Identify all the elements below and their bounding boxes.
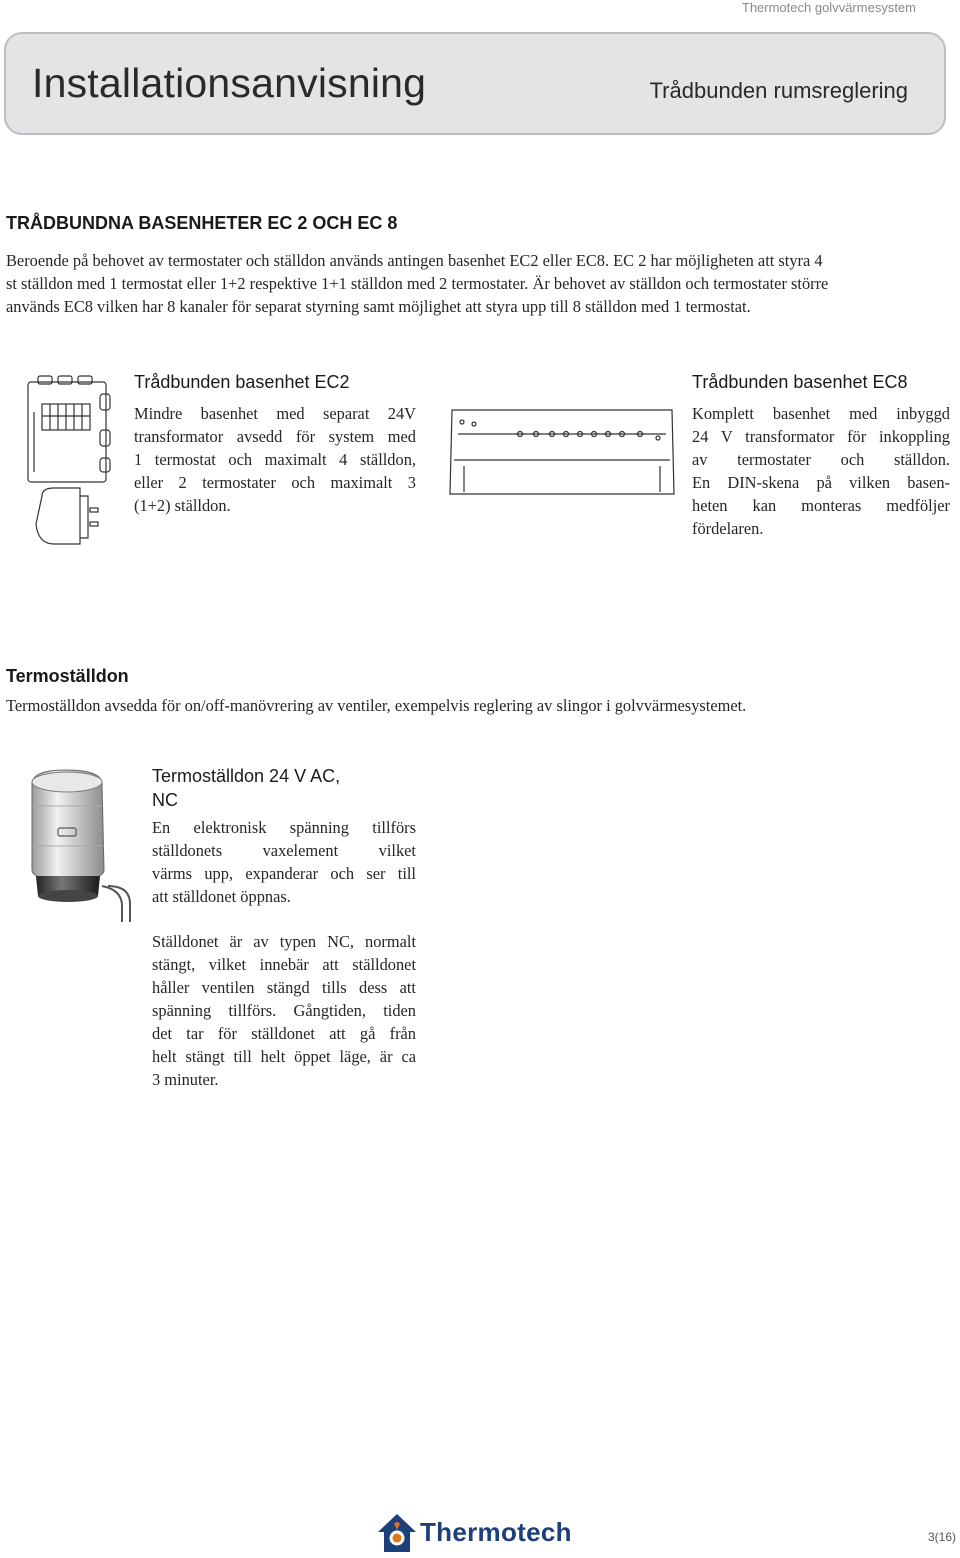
actuator-p2-line: det tar för ställdonet att gå från	[152, 1024, 416, 1043]
ec2-line: 1 termostat och maximalt 4 ställdon,	[134, 450, 416, 469]
intro-line: st ställdon med 1 termostat eller 1+2 respektive 1+1 ställdon med 2 termostater. Är behovet av ställdon och termostater större	[6, 274, 829, 293]
actuator-heading	[152, 764, 340, 812]
actuator-p2-line: Ställdonet är av typen NC, normalt	[152, 932, 416, 951]
intro-line: Beroende på behovet av termostater och ställdon används antingen basenhet EC2 eller EC8. EC 2 har möjligheten att styra 4	[6, 251, 823, 270]
actuator-p2-line: stängt, vilket innebär att ställdonet	[152, 955, 416, 974]
ec2-unit-illustration	[20, 372, 120, 554]
ec8-heading: Trådbunden basenhet EC8	[692, 372, 908, 392]
intro-line: används EC8 vilken har 8 kanaler för separat styrning samt möjlighet att styra upp till 8 ställdon med 1 termostat.	[6, 297, 751, 316]
actuator-p2-line: helt stängt till helt öppet läge, är ca	[152, 1047, 416, 1066]
actuator-p1-line: ställdonets vaxelement vilket	[152, 841, 416, 860]
actuator-p2-line: spänning tillförs. Gångtiden, tiden	[152, 1001, 416, 1020]
ec8-line: fördelaren.	[692, 519, 764, 538]
ec2-line: eller 2 termostater och maximalt 3	[134, 473, 416, 492]
ec2-heading: Trådbunden basenhet EC2	[134, 372, 350, 392]
section-intro-text	[6, 249, 950, 318]
actuator-para2	[152, 930, 416, 1091]
ec2-line: transformator avsedd för system med	[134, 427, 416, 446]
page-number: 3(16)	[927, 1530, 956, 1544]
actuator-p2-line: 3 minuter.	[152, 1070, 219, 1089]
section-heading-basenheter: TRÅDBUNDNA BASENHETER EC 2 OCH EC 8	[6, 213, 398, 233]
page-title: Installationsanvisning	[32, 60, 427, 106]
section2-text: Termoställdon avsedda för on/off-manövrering av ventiler, exempelvis reglering av slingor i golvvärmesystemet.	[6, 696, 747, 715]
actuator-heading-line: Termoställdon 24 V AC,	[152, 766, 341, 786]
footer-logo-text: Thermotech	[420, 1517, 572, 1547]
ec2-description	[134, 402, 416, 517]
actuator-illustration	[22, 766, 134, 924]
page-subtitle: Trådbunden rumsreglering	[649, 78, 908, 103]
actuator-p1-line: värms upp, expanderar och ser till	[152, 864, 416, 883]
actuator-p1-line: En elektronisk spänning tillförs	[152, 818, 416, 837]
ec8-unit-illustration	[444, 404, 680, 500]
ec8-description	[692, 402, 950, 540]
brand-top-label: Thermotech golvvärmesystem	[741, 0, 916, 15]
ec8-line: av termostater och ställdon.	[692, 450, 950, 469]
ec8-line: heten kan monteras medföljer	[692, 496, 950, 515]
ec8-line: En DIN-skena på vilken basen-	[692, 473, 950, 492]
ec2-line: Mindre basenhet med separat 24V	[134, 404, 416, 423]
actuator-heading-line: NC	[152, 790, 178, 810]
ec8-line: 24 V transformator för inkoppling	[692, 427, 950, 446]
section-heading-termostalldon: Termoställdon	[6, 666, 129, 686]
actuator-para1	[152, 816, 416, 908]
actuator-p2-line: håller ventilen stängd tills dess att	[152, 978, 416, 997]
ec8-line: Komplett basenhet med inbyggd	[692, 404, 950, 423]
thermotech-logo-icon	[376, 1512, 418, 1556]
ec2-line: (1+2) ställdon.	[134, 496, 231, 515]
actuator-p1-line: att ställdonet öppnas.	[152, 887, 291, 906]
